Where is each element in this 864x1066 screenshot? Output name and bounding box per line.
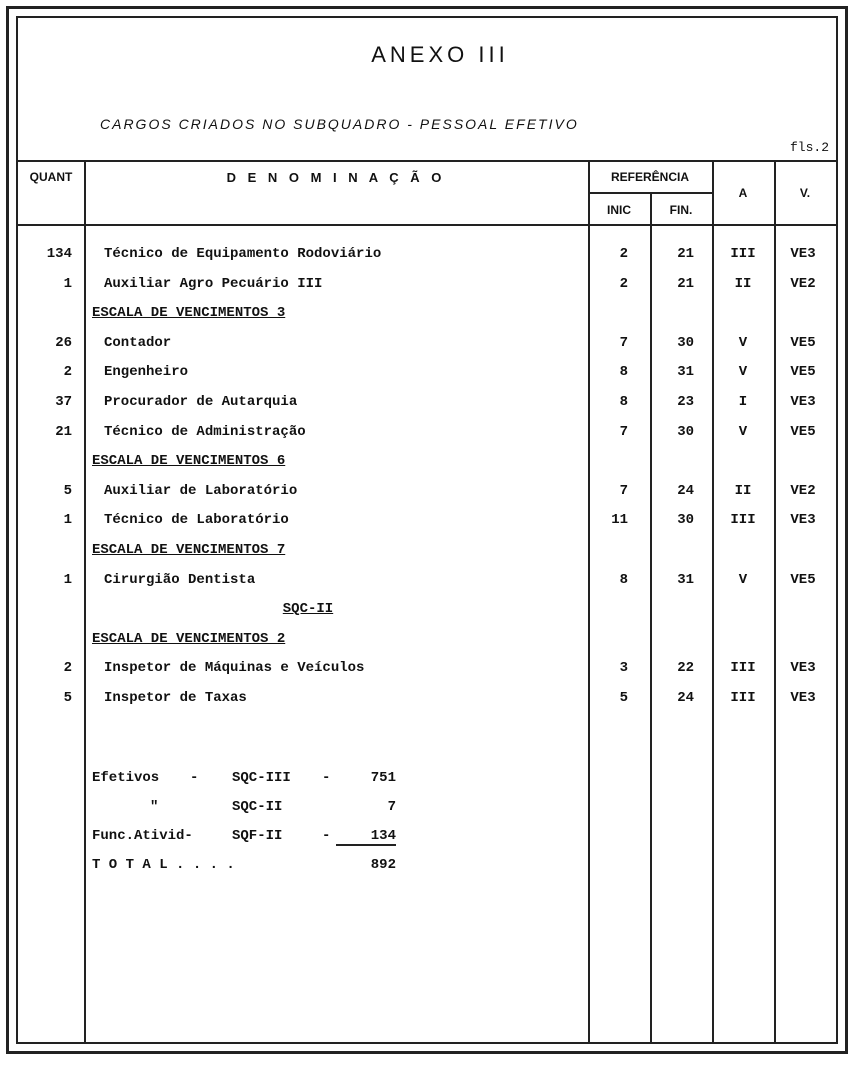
scale-heading: ESCALA DE VENCIMENTOS 2 xyxy=(92,631,286,647)
row-quant: 2 xyxy=(63,364,72,380)
row-quant: 2 xyxy=(63,660,72,676)
row-fin: 24 xyxy=(677,690,694,706)
row-fin: 31 xyxy=(677,364,694,380)
row-name: Contador xyxy=(104,335,172,351)
row-name: Inspetor de Taxas xyxy=(104,690,247,706)
row-name: Técnico de Equipamento Rodoviário xyxy=(104,246,382,262)
row-inic: 2 xyxy=(619,276,628,292)
row-a: I xyxy=(738,394,748,410)
summary-label: T O T A L . . . . xyxy=(92,857,235,873)
row-v: VE2 xyxy=(790,276,816,292)
document-subtitle: CARGOS CRIADOS NO SUBQUADRO - PESSOAL EFETIVO xyxy=(100,116,579,132)
row-a: V xyxy=(738,335,748,351)
row-a: II xyxy=(734,483,752,499)
row-quant: 37 xyxy=(55,394,72,410)
row-a: V xyxy=(738,424,748,440)
row-v: VE2 xyxy=(790,483,816,499)
row-fin: 21 xyxy=(677,246,694,262)
scale-heading: ESCALA DE VENCIMENTOS 6 xyxy=(92,453,286,469)
summary-total-value: 892 xyxy=(370,857,396,873)
row-fin: 24 xyxy=(677,483,694,499)
row-a: II xyxy=(734,276,752,292)
row-quant: 1 xyxy=(63,572,72,588)
row-quant: 21 xyxy=(55,424,72,440)
row-v: VE5 xyxy=(790,364,816,380)
summary-label: Func.Ativid- xyxy=(92,828,193,844)
summary-group: SQC-II xyxy=(232,799,283,815)
document-title: ANEXO III xyxy=(371,42,509,67)
row-fin: 23 xyxy=(677,394,694,410)
summary-sep: - xyxy=(322,828,331,844)
row-name: Inspetor de Máquinas e Veículos xyxy=(104,660,365,676)
header-fin: FIN. xyxy=(669,203,693,217)
row-a: V xyxy=(738,364,748,380)
summary-value: 134 xyxy=(336,828,396,846)
row-v: VE3 xyxy=(790,690,816,706)
summary-value: 751 xyxy=(370,770,396,786)
row-inic: 7 xyxy=(619,483,628,499)
scale-heading: ESCALA DE VENCIMENTOS 7 xyxy=(92,542,286,558)
row-name: Auxiliar Agro Pecuário III xyxy=(104,276,323,292)
row-a: III xyxy=(730,512,756,528)
row-fin: 30 xyxy=(677,335,694,351)
row-a: III xyxy=(730,690,756,706)
summary-value: 7 xyxy=(387,799,396,815)
row-quant: 134 xyxy=(46,246,72,262)
row-inic: 3 xyxy=(619,660,628,676)
row-inic: 7 xyxy=(619,335,628,351)
header-inic: INIC xyxy=(607,203,631,217)
row-v: VE3 xyxy=(790,512,816,528)
summary-group: SQF-II xyxy=(232,828,283,844)
row-name: Engenheiro xyxy=(104,364,189,380)
row-inic: 11 xyxy=(611,512,628,528)
row-fin: 22 xyxy=(677,660,694,676)
row-fin: 30 xyxy=(677,512,694,528)
row-v: VE5 xyxy=(790,335,816,351)
row-name: Técnico de Laboratório xyxy=(104,512,289,528)
row-name: Procurador de Autarquia xyxy=(104,394,298,410)
row-name: Técnico de Administração xyxy=(104,424,306,440)
header-a: A xyxy=(738,186,748,200)
row-fin: 21 xyxy=(677,276,694,292)
row-a: III xyxy=(730,660,756,676)
row-a: V xyxy=(738,572,748,588)
row-inic: 8 xyxy=(619,572,628,588)
row-v: VE5 xyxy=(790,572,816,588)
row-fin: 30 xyxy=(677,424,694,440)
row-fin: 31 xyxy=(677,572,694,588)
row-name: Auxiliar de Laboratório xyxy=(104,483,298,499)
section-heading: SQC-II xyxy=(282,601,334,617)
scale-heading: ESCALA DE VENCIMENTOS 3 xyxy=(92,305,286,321)
row-v: VE3 xyxy=(790,660,816,676)
summary-dash: - xyxy=(190,770,199,786)
row-quant: 1 xyxy=(63,276,72,292)
row-a: III xyxy=(730,246,756,262)
row-inic: 8 xyxy=(619,364,628,380)
row-v: VE3 xyxy=(790,394,816,410)
row-v: VE3 xyxy=(790,246,816,262)
summary-group: SQC-III xyxy=(232,770,291,786)
row-inic: 8 xyxy=(619,394,628,410)
header-v: V. xyxy=(799,186,811,200)
summary-label: " xyxy=(150,799,159,815)
row-inic: 2 xyxy=(619,246,628,262)
row-name: Cirurgião Dentista xyxy=(104,572,256,588)
page-number: fls.2 xyxy=(790,140,830,155)
row-inic: 7 xyxy=(619,424,628,440)
header-referencia: REFERÊNCIA xyxy=(610,170,689,184)
row-quant: 5 xyxy=(63,690,72,706)
row-v: VE5 xyxy=(790,424,816,440)
summary-label: Efetivos xyxy=(92,770,160,786)
summary-sep: - xyxy=(322,770,331,786)
row-quant: 1 xyxy=(63,512,72,528)
header-denominacao: D E N O M I N A Ç Ã O xyxy=(226,170,446,185)
row-inic: 5 xyxy=(619,690,628,706)
row-quant: 26 xyxy=(55,335,72,351)
row-quant: 5 xyxy=(63,483,72,499)
header-quant: QUANT xyxy=(29,170,73,184)
